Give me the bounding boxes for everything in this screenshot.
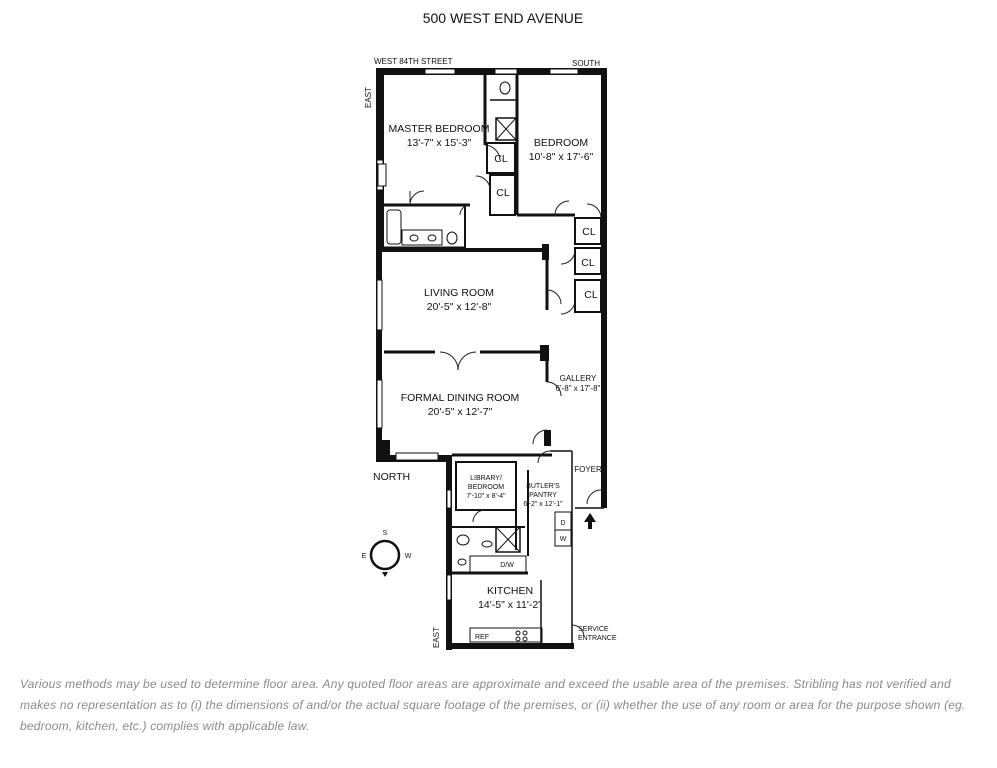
refrigerator-label: REF: [475, 634, 489, 641]
room-living-room-name: LIVING ROOM: [423, 287, 495, 299]
direction-label-north: NORTH: [373, 471, 411, 483]
room-kitchen-dims: 14'-5" x 11'-2": [478, 599, 542, 611]
entry-arrow: [584, 513, 596, 529]
closet-label: CL: [582, 226, 596, 238]
room-library-name-2: BEDROOM: [467, 484, 505, 491]
room-gallery-dims: 6'-8" x 17'-8": [555, 384, 601, 393]
room-butlers-pantry-dims: 6'-2" x 12'-1": [523, 501, 563, 508]
room-dining-room-dims: 20'-5" x 12'-7": [427, 406, 493, 418]
dryer-label: D: [560, 520, 566, 527]
compass-icon: [362, 530, 412, 577]
dishwasher-label: D/W: [500, 562, 514, 569]
room-library-name-1: LIBRARY/: [470, 475, 502, 482]
closet-label: CL: [494, 153, 508, 165]
room-gallery-name: GALLERY: [559, 374, 597, 383]
room-butlers-pantry-name-1: BUTLER'S: [526, 483, 560, 490]
room-dining-room-name: FORMAL DINING ROOM: [400, 392, 520, 404]
closet-label: CL: [584, 289, 598, 301]
stove-icon: [516, 631, 527, 641]
closet-label: CL: [581, 257, 595, 269]
plan-title: 500 WEST END AVENUE: [422, 10, 584, 26]
room-kitchen-name: KITCHEN: [486, 585, 534, 597]
service-entrance-label-2: ENTRANCE: [578, 635, 617, 642]
direction-label-east-upper: EAST: [364, 87, 373, 108]
room-foyer-name: FOYER: [574, 465, 602, 474]
compass-east-label: E: [361, 553, 367, 560]
room-bedroom-dims: 10'-8" x 17'-6": [528, 151, 594, 163]
room-butlers-pantry-name-2: PANTRY: [529, 492, 557, 499]
closet-label: CL: [496, 187, 510, 199]
room-master-bedroom-name: MASTER BEDROOM: [388, 123, 490, 135]
room-living-room-dims: 20'-5" x 12'-8": [426, 301, 492, 313]
direction-label-south: SOUTH: [572, 59, 600, 68]
service-entrance-label-1: SERVICE: [578, 626, 609, 633]
room-library-dims: 7'-10" x 8'-4": [466, 493, 506, 500]
room-master-bedroom-dims: 13'-7" x 15'-3": [406, 137, 472, 149]
compass-west-label: W: [404, 553, 412, 560]
direction-label-east-lower: EAST: [432, 627, 441, 648]
washer-label: W: [559, 536, 567, 543]
street-label-top: WEST 84TH STREET: [374, 57, 453, 66]
room-bedroom-name: BEDROOM: [533, 137, 589, 149]
compass-south-label: S: [382, 530, 388, 537]
disclaimer-text: Various methods may be used to determine floor area. Any quoted floor areas are approximate and exceed the usable area of the premises. Stribling has not verified and makes no representation as to (i) the dimensions of and/or the actual square footage of the premises, or (ii) whether the use of any room or area for the purpose shown (eg. bedroom, kitchen, etc.) complies with applicable law.: [20, 677, 966, 733]
